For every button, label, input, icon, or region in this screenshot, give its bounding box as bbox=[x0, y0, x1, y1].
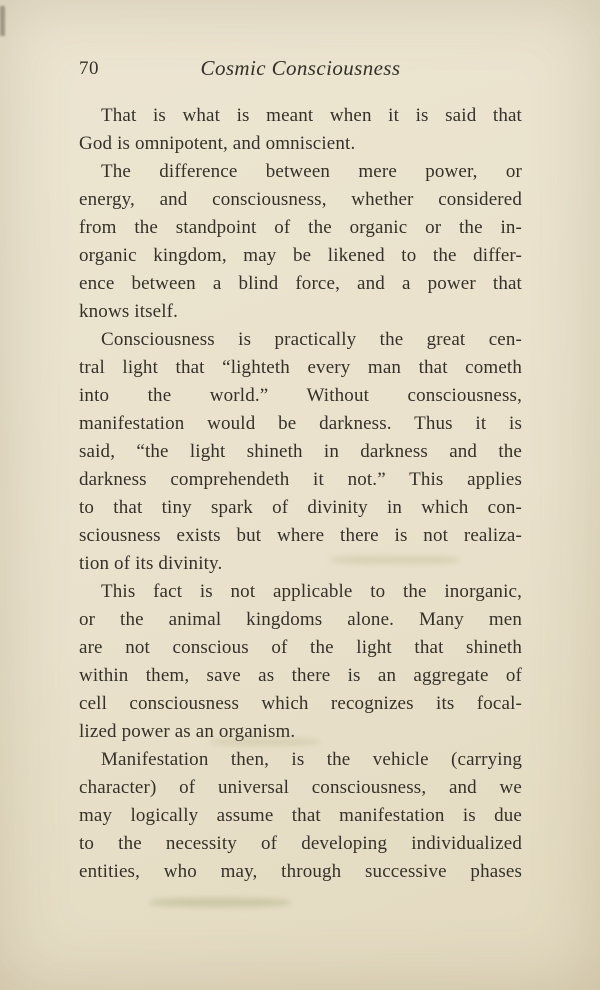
text-line: lized power as an organism. bbox=[79, 721, 296, 742]
text-line: said, “the light shineth in darkness and the bbox=[79, 441, 522, 462]
page-header bbox=[79, 56, 522, 86]
text-line: to that tiny spark of divinity in which con- bbox=[79, 497, 522, 518]
text-line: tion of its divinity. bbox=[79, 553, 223, 574]
paragraph bbox=[79, 746, 522, 886]
text-line: from the standpoint of the organic or the in- bbox=[79, 217, 522, 238]
text-line: or the animal kingdoms alone. Many men bbox=[79, 609, 522, 630]
page-number: 70 bbox=[79, 58, 99, 79]
paragraph bbox=[79, 158, 522, 326]
text-line: organic kingdom, may be likened to the differ- bbox=[79, 245, 522, 266]
text-line: entities, who may, through successive phases bbox=[79, 861, 522, 882]
text-line: energy, and consciousness, whether considered bbox=[79, 189, 522, 210]
text-line: This fact is not applicable to the inorganic, bbox=[101, 581, 522, 602]
text-line: manifestation would be darkness. Thus it is bbox=[79, 413, 522, 434]
text-line: Manifestation then, is the vehicle (carrying bbox=[101, 749, 522, 770]
page-body-text bbox=[79, 102, 522, 886]
paragraph bbox=[79, 326, 522, 578]
text-line: Consciousness is practically the great cen- bbox=[101, 329, 522, 350]
paragraph bbox=[79, 578, 522, 746]
text-line: ence between a blind force, and a power that bbox=[79, 273, 522, 294]
paragraph bbox=[79, 102, 522, 158]
text-line: sciousness exists but where there is not realiza- bbox=[79, 525, 522, 546]
text-line: The difference between mere power, or bbox=[101, 161, 522, 182]
text-line: within them, save as there is an aggregate of bbox=[79, 665, 522, 686]
text-line: character) of universal consciousness, and we bbox=[79, 777, 522, 798]
text-line: darkness comprehendeth it not.” This applies bbox=[79, 469, 522, 490]
text-line: are not conscious of the light that shineth bbox=[79, 637, 522, 658]
text-line: into the world.” Without consciousness, bbox=[79, 385, 522, 406]
text-line: to the necessity of developing individualized bbox=[79, 833, 522, 854]
text-line: tral light that “lighteth every man that cometh bbox=[79, 357, 522, 378]
text-line: cell consciousness which recognizes its focal- bbox=[79, 693, 522, 714]
running-head: Cosmic Consciousness bbox=[200, 56, 401, 80]
text-line: God is omnipotent, and omniscient. bbox=[79, 133, 356, 154]
text-line: That is what is meant when it is said that bbox=[101, 105, 522, 126]
page-showthrough bbox=[150, 898, 290, 907]
text-line: knows itself. bbox=[79, 301, 179, 322]
text-line: may logically assume that manifestation is due bbox=[79, 805, 522, 826]
scan-edge-artifact bbox=[0, 6, 5, 36]
